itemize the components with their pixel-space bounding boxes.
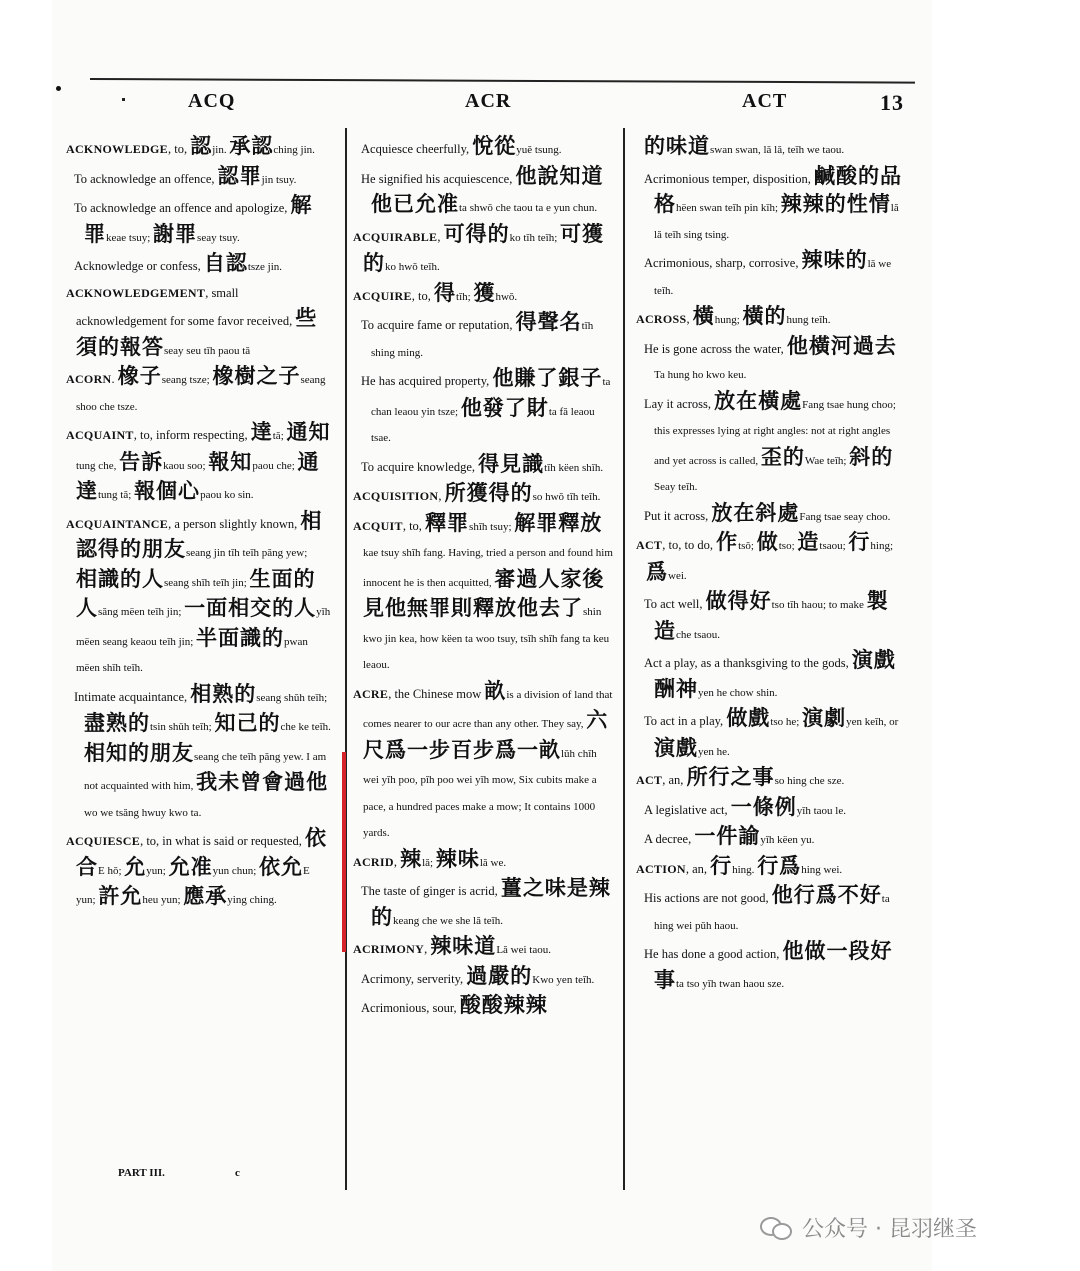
chinese-characters: 允准 (168, 854, 213, 879)
entry-text: , the Chinese mow (388, 686, 485, 701)
chinese-characters: 知己的 (214, 711, 281, 735)
signature-mark: c (235, 1167, 240, 1179)
column-right (636, 134, 904, 997)
romanization: yĭh mëen seang keaou teĭh jin; (76, 606, 331, 648)
dictionary-entry (636, 304, 904, 334)
headword: ACKNOWLEDGE (66, 142, 168, 156)
romanization: paou che; (252, 459, 298, 472)
dictionary-entry (636, 824, 904, 854)
romanization: seay seu tĭh paou tă (164, 344, 251, 357)
entry-text: , to, to do, (662, 538, 717, 552)
chinese-characters: 爲 (646, 559, 668, 584)
dictionary-entry (636, 765, 904, 795)
chinese-characters: 可得的 (443, 221, 510, 246)
romanization: seang jin tĭh teĭh păng yew; (186, 547, 308, 559)
entry-phrase: To acknowledge an offence, (74, 171, 218, 186)
dictionary-entry (353, 281, 615, 311)
chinese-characters: 做戲 (726, 706, 771, 730)
dictionary-entry (353, 222, 615, 281)
entry-phrase: Act a play, as a thanksgiving to the gods, (644, 656, 852, 670)
romanization: hung; (714, 314, 743, 326)
entry-phrase: The taste of ginger is acrid, (361, 884, 501, 898)
romanization: lă; (422, 856, 436, 869)
romanization: tso he; (770, 716, 803, 728)
chinese-characters: 橫 (692, 304, 715, 328)
romanization: yun; (146, 864, 169, 877)
ink-dot (56, 86, 61, 91)
romanization: paou ko sin. (200, 489, 254, 501)
romanization: tsze jin. (247, 261, 283, 273)
romanization: yen keĭh, or (846, 716, 899, 728)
romanization: lŭh chĭh wei yĭh poo, pĭh poo wei yĭh mow, Six cubits make a pace, a hundred paces make a mow; It contains 1000 yards. (363, 747, 597, 839)
dictionary-entry (66, 509, 332, 682)
chinese-characters: 他做一段好事 (654, 939, 893, 992)
dictionary-entry (353, 964, 615, 994)
entry-phrase: Acknowledge or confess, (74, 259, 204, 273)
romanization: hwŏ. (495, 290, 518, 303)
column-rule (623, 128, 625, 1190)
watermark (760, 1212, 977, 1243)
column-left (66, 134, 332, 914)
romanization: săng mëen teĭh jin; (98, 606, 185, 618)
headword: ACQUIRABLE (353, 229, 438, 244)
chinese-characters: 鹹酸的品格 (654, 163, 902, 216)
romanization: seang shoo che tsze. (76, 374, 326, 413)
headword: ACRID (353, 854, 394, 869)
dictionary-entry (353, 366, 615, 452)
romanization: ta hing wei pŭh haou. (654, 893, 890, 932)
romanization: so hing che sze. (774, 775, 845, 787)
romanization: yun chun; (212, 864, 260, 877)
dictionary-entry (353, 847, 615, 877)
romanization: shĭh tsuy; (469, 520, 515, 533)
entry-phrase: Intimate acquaintance, (74, 689, 191, 704)
dictionary-entry (66, 281, 332, 365)
dictionary-entry (353, 679, 615, 847)
romanization: seang shŭh teĭh; (256, 691, 328, 704)
chinese-characters: 生面的人 (76, 566, 316, 620)
romanization: che ke teĭh. (280, 721, 331, 733)
romanization: heu yun; (142, 894, 184, 906)
romanization: tso; (778, 540, 798, 552)
column-rule (345, 128, 347, 1190)
chinese-characters: 所獲得的 (444, 481, 533, 505)
romanization: kae tsuy shĭh fang. Having, tried a person and found him innocent he is then acquitted, (363, 547, 613, 589)
chinese-characters: 的味道 (644, 134, 710, 158)
dictionary-entry (636, 883, 904, 939)
chinese-characters: 認 (190, 134, 213, 158)
chinese-characters: 辣味的 (801, 248, 868, 272)
entry-phrase: Acrimonious, sour, (361, 1001, 460, 1015)
dictionary-entry (66, 193, 332, 251)
romanization: yĭh taou le. (796, 804, 846, 817)
page-number: 13 (880, 90, 904, 115)
dictionary-entry (353, 452, 615, 482)
romanization: seang tsze; (161, 374, 213, 386)
headword: ACRIMONY (353, 942, 425, 956)
entry-text: , to, (411, 288, 435, 303)
entry-text: , a person slightly known, (168, 516, 301, 531)
romanization: che tsaou. (676, 628, 720, 641)
romanization: Seay teĭh. (654, 481, 698, 493)
chinese-characters: 行 (710, 853, 733, 878)
headword: ACT (636, 773, 663, 787)
entry-phrase: Acquiesce cheerfully, (361, 142, 473, 156)
romanization: is a division of land that comes nearer to our acre than any other. They say, (363, 688, 613, 730)
chinese-characters: 畝 (484, 678, 507, 703)
chinese-characters: 行爲 (757, 853, 802, 878)
dictionary-entry (636, 939, 904, 997)
chinese-characters: 歪的 (760, 444, 805, 469)
chinese-characters: 做得好 (705, 589, 772, 613)
chinese-characters: 解罪 (84, 193, 313, 246)
headword: ACORN (66, 372, 112, 386)
romanization: seang shĭh teĭh jin; (164, 576, 250, 589)
highlight-marker (342, 752, 346, 952)
chinese-characters: 盡熟的 (84, 711, 150, 735)
chinese-characters: 辣 (400, 846, 423, 871)
dictionary-entry (353, 993, 615, 1022)
watermark-text: 公众号 · 昆羽继圣 (802, 1217, 977, 1242)
chinese-characters: 酸酸辣辣 (459, 993, 548, 1017)
entry-phrase: To acknowledge an offence and apologize, (74, 201, 291, 215)
romanization: hing; (870, 540, 894, 552)
chinese-characters: 演劇 (802, 706, 847, 730)
dictionary-entry (353, 511, 615, 679)
running-head-left: ACQ (188, 90, 236, 112)
running-head-middle: ACR (465, 90, 512, 112)
entry-text: , an, (662, 773, 687, 787)
dictionary-entry (66, 420, 332, 509)
chinese-characters: 相熟的 (190, 681, 257, 706)
chinese-characters: 自認 (203, 251, 248, 275)
romanization: kaou soo; (163, 459, 209, 472)
dictionary-entry (66, 134, 332, 164)
headword: ACQUIRE (353, 288, 412, 303)
chinese-characters: 許允 (98, 884, 143, 908)
romanization: ta fă leaou tsae. (371, 405, 595, 444)
romanization: tsŏ; (738, 540, 757, 552)
chinese-characters: 些須的報答 (76, 306, 318, 359)
romanization: so hwŏ tĭh teĭh. (532, 491, 601, 503)
chinese-characters: 解罪釋放 (514, 510, 603, 535)
wechat-icon (760, 1215, 794, 1241)
entry-phrase: His actions are not good, (644, 891, 772, 905)
chinese-characters: 釋罪 (425, 510, 470, 535)
chinese-characters: 應承 (183, 884, 228, 908)
header-tick (122, 98, 125, 101)
chinese-characters: 他賺了銀子 (492, 366, 603, 390)
romanization: wei. (668, 569, 687, 582)
romanization: E yun; (76, 864, 310, 906)
romanization: tă; (272, 430, 287, 442)
entry-text: , small acknowledgement for some favor received, (76, 285, 296, 328)
romanization: ta chan leaou yin tsze; (371, 376, 611, 418)
chinese-characters: 辣味 (435, 846, 480, 871)
entry-phrase: Lay it across, (644, 396, 715, 411)
chinese-characters: 認罪 (217, 163, 262, 188)
chinese-characters: 薑之味是辣的 (371, 876, 611, 929)
chinese-characters: 他說知道他已允准 (371, 163, 604, 216)
chinese-characters: 他行爲不好 (771, 883, 882, 907)
romanization: yen he. (698, 745, 730, 758)
romanization: Lă wei taou. (496, 944, 551, 956)
headword: ACKNOWLEDGEMENT (66, 285, 206, 300)
romanization: tĭh këen shĭh. (544, 461, 604, 474)
chinese-characters: 依合 (76, 826, 327, 879)
entry-text: . (111, 372, 118, 386)
column-middle (353, 134, 615, 1022)
dictionary-entry (636, 501, 904, 531)
romanization: ta shwŏ che taou ta e yun chun. (459, 202, 598, 214)
romanization: ta tso yĭh twan haou sze. (676, 977, 785, 990)
romanization: ching jin. (273, 144, 315, 156)
dictionary-entry (66, 164, 332, 194)
chinese-characters: 半面識的 (196, 625, 285, 650)
chinese-characters: 他橫河過去 (786, 333, 897, 358)
chinese-characters: 可獲的 (363, 221, 605, 275)
chinese-characters: 六尺爲一步百步爲一畝 (363, 708, 609, 762)
dictionary-entry (636, 164, 904, 249)
entry-phrase: To acquire knowledge, (361, 459, 479, 474)
chinese-characters: 橡樹之子 (212, 364, 301, 388)
entry-text: , (686, 312, 693, 326)
chinese-characters: 相知的朋友 (84, 740, 194, 765)
entry-text: , to, in what is said or requested, (140, 834, 305, 848)
entry-phrase: Put it across, (644, 508, 712, 523)
romanization: tĭh shing ming. (371, 320, 594, 359)
chinese-characters: 得見識 (478, 451, 545, 476)
headword: ACRE (353, 686, 389, 701)
chinese-characters: 製造 (654, 589, 889, 643)
entry-phrase: To acquire fame or reputation, (361, 318, 516, 332)
headword: ACQUIESCE (66, 834, 141, 848)
romanization: ko hwŏ teĭh. (385, 261, 440, 273)
romanization: yen he chow shin. (698, 686, 778, 699)
entry-text: , (424, 942, 431, 956)
romanization: ying ching. (227, 894, 277, 906)
romanization: Fang tsae seay choo. (799, 510, 891, 523)
headword: ACROSS (636, 312, 687, 326)
dictionary-entry (353, 310, 615, 366)
romanization: Kwo yen teĭh. (532, 973, 595, 986)
dictionary-entry (66, 251, 332, 281)
chinese-characters: 所行之事 (686, 765, 775, 789)
chinese-characters: 橡子 (117, 364, 162, 388)
romanization: hëen swan teĭh pin kĭh; (676, 202, 781, 214)
dictionary-entry (66, 682, 332, 827)
chinese-characters: 演戲酬神 (654, 648, 896, 701)
dictionary-entry (353, 164, 615, 222)
headword: ACT (636, 538, 663, 552)
entry-text: , (393, 854, 401, 869)
romanization: lă we teĭh. (654, 258, 892, 297)
dictionary-entry (636, 648, 904, 706)
chinese-characters: 造 (797, 530, 820, 554)
romanization: lă we. (479, 856, 507, 869)
romanization: E hŏ; (98, 864, 125, 877)
entry-text: , to, (167, 142, 191, 156)
dictionary-entry (636, 334, 904, 389)
chinese-characters: 相識的人 (76, 566, 164, 591)
chinese-characters: 告訴 (119, 449, 164, 474)
chinese-characters: 做 (756, 530, 779, 554)
entry-phrase: To act well, (644, 597, 706, 611)
dictionary-entry (636, 134, 904, 164)
romanization: tung tă; (98, 489, 135, 501)
romanization: hing wei. (801, 863, 843, 876)
entry-text: , an, (685, 861, 711, 876)
chinese-characters: 行 (848, 530, 871, 554)
chinese-characters: 辣味道 (430, 934, 497, 958)
entry-phrase: Acrimonious, sharp, corrosive, (644, 256, 802, 270)
dictionary-entry (636, 248, 904, 304)
chinese-characters: 放在橫處 (714, 388, 803, 413)
entry-phrase: He has done a good action, (644, 947, 783, 961)
romanization: swan swan, lă lă, teĭh we taou. (710, 144, 845, 156)
entry-phrase: To act in a play, (644, 714, 727, 728)
romanization: seang che teĭh păng yew. I am not acquainted with him, (84, 750, 327, 792)
chinese-characters: 承認 (229, 134, 274, 158)
romanization: jin. (212, 144, 230, 156)
chinese-characters: 得 (434, 280, 457, 305)
romanization: Fang tsae hung choo; this expresses lying at right angles: not at right angles and yet across is called, (654, 398, 896, 467)
dictionary-entry (636, 795, 904, 825)
entry-phrase: He is gone across the water, (644, 341, 787, 356)
chinese-characters: 演戲 (654, 735, 698, 760)
romanization: tsaou; (819, 540, 849, 552)
romanization: tso tĭh haou; to make (771, 599, 867, 611)
romanization: hung teĭh. (786, 314, 831, 326)
dictionary-entry (636, 389, 904, 501)
romanization: lă lă teĭh sing tsing. (654, 202, 899, 241)
romanization: seay tsuy. (197, 231, 240, 244)
chinese-characters: 達 (250, 420, 273, 444)
chinese-characters: 允 (124, 854, 147, 879)
romanization: tĭh; (456, 290, 474, 303)
entry-phrase: He signified his acquiescence, (361, 171, 516, 186)
entry-text: , (437, 229, 444, 244)
signature-part: PART III. (118, 1167, 165, 1179)
chinese-characters: 一條例 (730, 794, 797, 819)
chinese-characters: 謝罪 (153, 221, 198, 246)
chinese-characters: 一面相交的人 (184, 596, 317, 620)
romanization: pwan mëen shĭh teĭh. (76, 635, 308, 674)
chinese-characters: 通知 (286, 420, 331, 444)
chinese-characters: 斜的 (849, 444, 894, 469)
entry-text: , to, inform respecting, (133, 428, 251, 442)
entry-phrase: A legislative act, (644, 802, 731, 817)
dictionary-entry (636, 589, 904, 648)
romanization: wo we tsăng hwuy kwo ta. (84, 806, 202, 819)
romanization: shin kwo jin kea, how këen ta woo tsuy, tsĭh shĭh fang ta keu leaou. (363, 606, 610, 671)
romanization: keae tsuy; (106, 231, 154, 244)
chinese-characters: 報知 (208, 449, 253, 474)
headword: ACTION (636, 861, 686, 876)
chinese-characters: 過嚴的 (466, 963, 533, 988)
chinese-characters: 一件諭 (694, 824, 761, 848)
chinese-characters: 依允 (259, 854, 304, 879)
romanization: yĭh këen yu. (760, 834, 815, 846)
dictionary-entry (636, 854, 904, 884)
chinese-characters: 審過人家後見他無罪則釋放他去了 (363, 566, 605, 620)
entry-phrase: He has acquired property, (361, 374, 493, 388)
dictionary-entry (636, 530, 904, 589)
chinese-characters: 辣辣的性情 (780, 192, 891, 216)
entry-phrase: Acrimonious temper, disposition, (644, 171, 814, 186)
romanization: Wae teĭh; (804, 454, 850, 467)
chinese-characters: 報個心 (134, 479, 201, 503)
chinese-characters: 相認得的朋友 (76, 508, 323, 561)
dictionary-entry (353, 481, 615, 511)
chinese-characters: 悅從 (472, 134, 517, 158)
headword: ACQUAINTANCE (66, 516, 169, 531)
dictionary-entry (66, 364, 332, 420)
entry-phrase: A decree, (644, 832, 695, 846)
dictionary-entry (353, 134, 615, 164)
romanization: yuĕ tsung. (516, 144, 562, 156)
romanization: jin tsuy. (261, 173, 297, 186)
chinese-characters: 得聲名 (515, 310, 582, 334)
entry-phrase: Acrimony, serverity, (361, 971, 467, 986)
headword: ACQUAINT (66, 428, 134, 442)
dictionary-entry (66, 826, 332, 914)
chinese-characters: 他發了財 (460, 395, 549, 420)
chinese-characters: 我未曾會過他 (196, 770, 329, 794)
chinese-characters: 橫的 (742, 304, 787, 328)
chinese-characters: 通達 (76, 449, 320, 503)
entry-text: , (438, 489, 445, 503)
dictionary-entry (353, 876, 615, 934)
running-head-right: ACT (742, 90, 788, 112)
dictionary-entry (636, 706, 904, 765)
headword: ACQUIT (353, 518, 403, 533)
entry-text: , to, (402, 518, 426, 533)
romanization: ko tĭh teĭh; (509, 231, 561, 244)
romanization: tung che, (76, 459, 120, 472)
romanization: tsin shŭh teĭh; (150, 721, 215, 733)
headword: ACQUISITION (353, 489, 439, 503)
chinese-characters: 獲 (473, 280, 496, 305)
romanization: keang che we she lă teĭh. (393, 914, 503, 927)
romanization: Ta hung ho kwo keu. (654, 369, 747, 381)
chinese-characters: 作 (716, 530, 739, 554)
romanization: hing. (732, 863, 758, 876)
chinese-characters: 放在斜處 (711, 500, 800, 525)
dictionary-entry (353, 934, 615, 964)
